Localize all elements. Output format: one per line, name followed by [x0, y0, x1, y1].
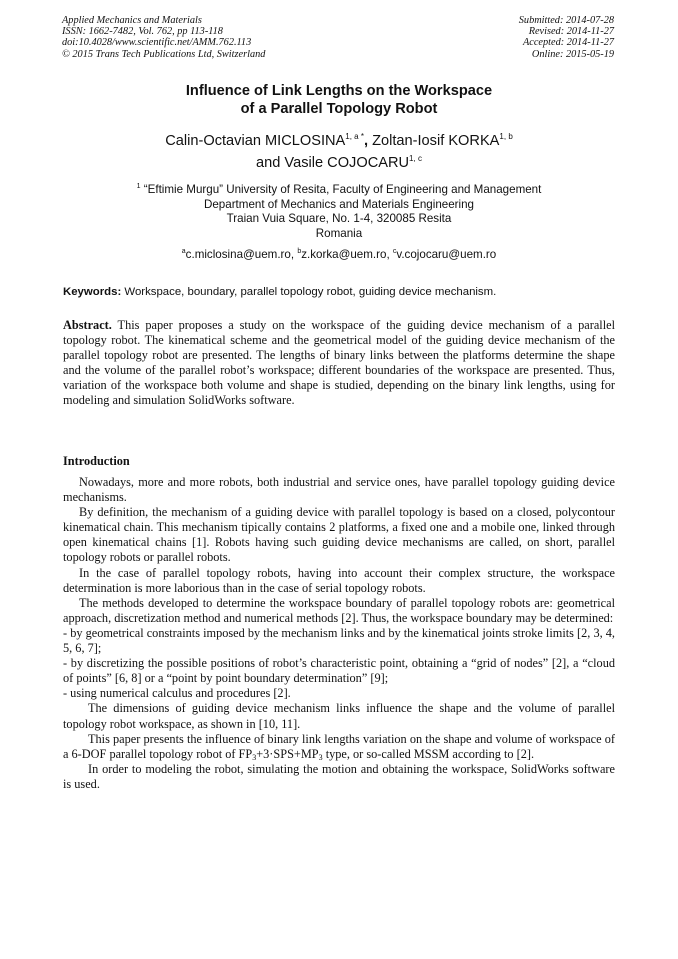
author-2-sup: 1, b	[499, 132, 513, 141]
author-3-name: and Vasile COJOCARU	[256, 155, 410, 171]
submitted-date: Submitted: 2014-07-28	[518, 15, 614, 26]
keywords-label: Keywords:	[63, 286, 122, 298]
affiliation-sup: 1	[136, 183, 141, 190]
authors-line-1: Calin-Octavian $MICLOSINA^{1, a *}$, Zoltan-Iosif KORKA$^{1, b}$	[165, 132, 513, 149]
author-2-name: Zoltan-Iosif KORKA	[372, 133, 500, 149]
email-b: z.korka@uem.ro,	[301, 248, 393, 261]
intro-paragraph-5: The dimensions of guiding device mechanism links influence the shape and the volume of parallel topology robot workspace, as shown in [10, 11].	[63, 701, 615, 731]
intro-bullet-3: - using numerical calculus and procedures [2].	[63, 686, 291, 701]
intro-paragraph-2: By definition, the mechanism of a guiding device with parallel topology is based on a closed, polycontour kinematical chain. This mechanism tipically contains 2 platforms, a fixed one and a mobile one, linked through open kinematical chains [1]. Robots having such guiding device mechanisms are called, on short, parallel topology robots or parallel robots.	[63, 505, 615, 565]
email-c: v.cojocaru@uem.ro	[396, 248, 497, 261]
intro-paragraph-6: This paper presents the influence of binary link lengths variation on the shape and volume of workspace of a 6-DOF parallel topology robot of $FP_3+3\cdot SPS+MP_3$ type, or so-called MSSM according to [2].	[63, 731, 615, 762]
doi-line: doi:10.4028/www.scientific.net/AMM.762.113	[62, 37, 252, 49]
authors-line-2	[0, 152, 678, 174]
issn-line: ISSN: 1662-7482, Vol. 762, pp 113-118	[62, 26, 223, 38]
email-c-sup: c	[392, 248, 397, 255]
keywords-text: Workspace, boundary, parallel topology robot, guiding device mechanism.	[121, 286, 497, 298]
author-1-name: Calin-Octavian MICLOSINA	[165, 133, 346, 149]
keywords	[63, 285, 615, 299]
intro-paragraph-7: In order to modeling the robot, simulating the motion and obtaining the workspace, SolidWorks software is used.	[63, 761, 615, 791]
intro-paragraph-1: Nowadays, more and more robots, both industrial and service ones, have parallel topology guiding device mechanisms.	[63, 475, 615, 505]
section-heading-introduction: Introduction	[63, 454, 130, 468]
affiliation-university: “Eftimie Murgu” University of Resita, Faculty of Engineering and Management	[140, 183, 542, 196]
title-line-2: of a Parallel Topology Robot	[240, 101, 438, 117]
journal-info	[62, 15, 265, 60]
affiliation-department: Department of Mechanics and Materials Engineering	[203, 197, 475, 211]
title-line-1: Influence of Link Lengths on the Workspace	[185, 83, 493, 99]
journal-name: Applied Mechanics and Materials	[62, 15, 202, 26]
dates-info	[519, 15, 614, 60]
affiliation-line-1	[0, 183, 678, 198]
introduction-body	[63, 475, 615, 792]
email-b-sup: b	[297, 248, 302, 255]
abstract-text: This paper proposes a study on the workspace of the guiding device mechanism of a parallel topology robot. The kinematical scheme and the geometrical model of the guiding device mechanism of the parallel topology robot are presented. The lengths of binary links between the platforms determine the shape and the volume of the parallel robot’s workspace; different boundaries of the workspace are presented. Thus, variation of the workspace both volume and shape is studied, depending on the binary link lengths, using for modeling and simulation SolidWorks software.	[63, 318, 615, 408]
intro-bullet-1: - by geometrical constraints imposed by the mechanism links and by the kinematical joints stroke limits [2, 3, 4, 5, 6, 7];	[63, 625, 615, 656]
affiliation-address: Traian Vuia Square, No. 1-4, 320085 Resita	[226, 212, 452, 226]
intro-paragraph-3: In the case of parallel topology robots, having into account their complex structure, the workspace determination is more laborious than in the case of serial topology robots.	[63, 565, 615, 595]
abstract	[63, 318, 615, 409]
author-3-sup: 1, c	[409, 154, 422, 163]
intro-bullet-2: - by discretizing the possible positions of robot’s characteristic point, obtaining a “grid of nodes” [2], a “cloud of points” [6, 8] or a “point by point boundary determination” [9];	[63, 656, 615, 686]
accepted-date: Accepted: 2014-11-27	[522, 37, 614, 49]
online-date: Online: 2015-05-19	[531, 48, 614, 60]
affiliation	[0, 183, 678, 241]
email-a-sup: a	[181, 248, 186, 255]
author-1-sup: 1, a *	[345, 132, 364, 141]
revised-date: Revised: 2014-11-27	[528, 26, 614, 38]
email-a: c.miclosina@uem.ro,	[185, 248, 298, 261]
author-emails	[0, 248, 678, 262]
author-list	[0, 130, 678, 174]
intro-paragraph-4: The methods developed to determine the workspace boundary of parallel topology robots are: geometrical approach, discretization method and numerical methods [2]. Thus, the workspace boundary may be determined:	[63, 595, 615, 625]
paper-title	[0, 82, 678, 118]
copyright-line: © 2015 Trans Tech Publications Ltd, Switzerland	[62, 48, 266, 60]
affiliation-country: Romania	[315, 226, 363, 240]
abstract-label: Abstract.	[63, 318, 112, 332]
